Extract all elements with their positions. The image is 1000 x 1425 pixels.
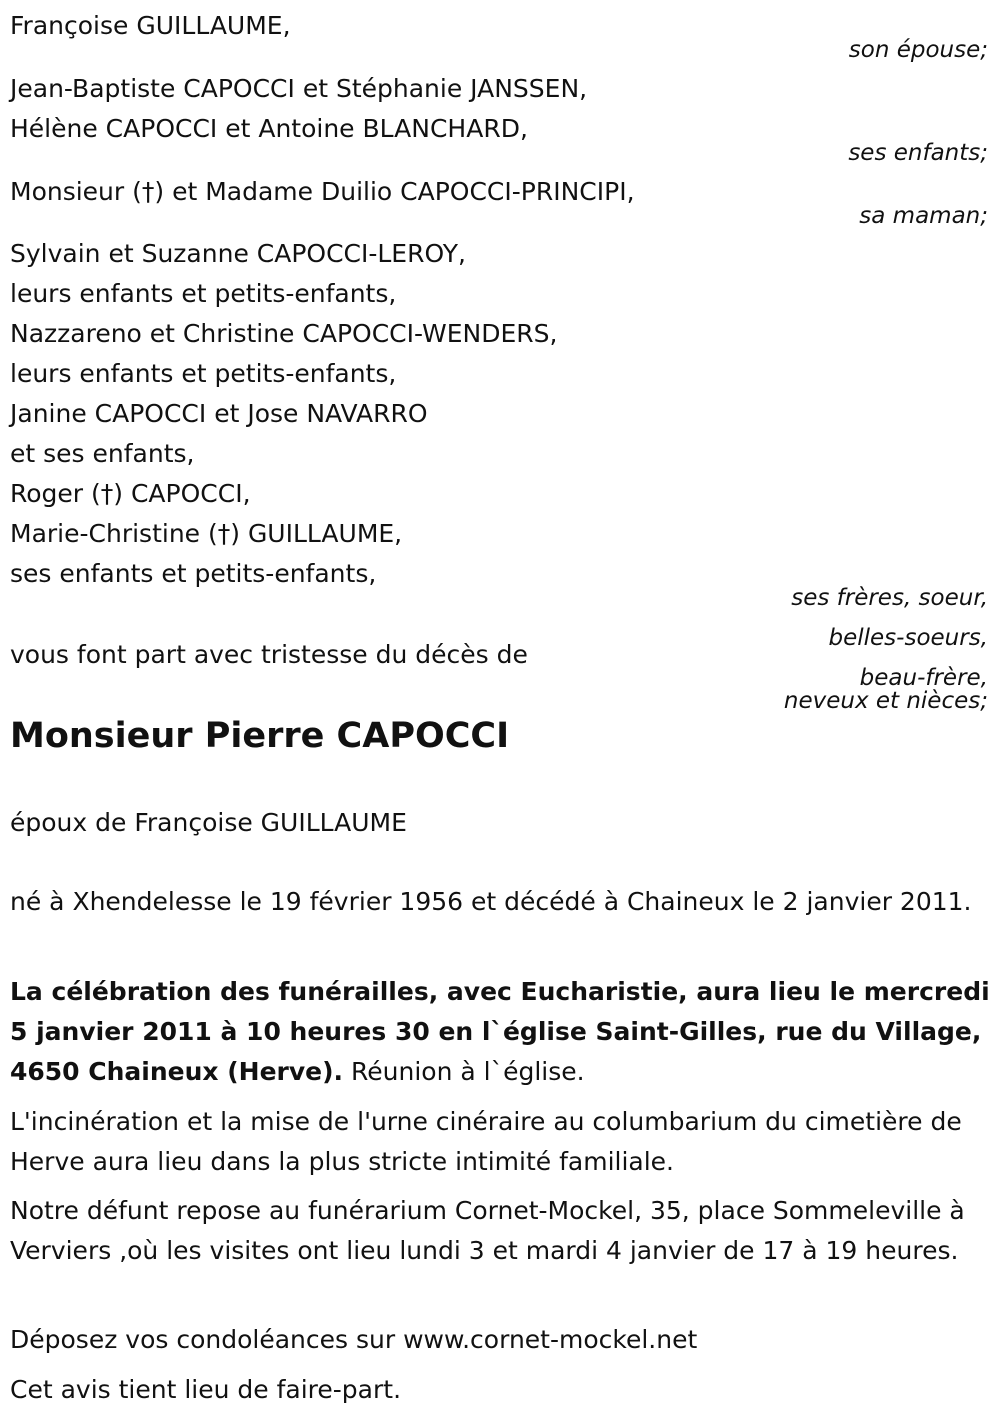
ceremony-bold-text: La célébration des funérailles, avec Eucharistie, aura lieu le mercredi 5 janvier 2011 à 10 heures 30 en l`église Saint-Gilles, rue du Village, 4650 Chaineux (Herve). xyxy=(10,977,990,1086)
sibling-line-2: leurs enfants et petits-enfants, xyxy=(10,279,397,308)
sibling-line-5: Janine CAPOCCI et Jose NAVARRO xyxy=(10,399,428,428)
cremation-paragraph: L'incinération et la mise de l'urne cinéraire au columbarium du cimetière de Herve aura lieu dans la plus stricte intimité familiale. xyxy=(10,1107,962,1176)
sibling-line-7: Roger (†) CAPOCCI, xyxy=(10,479,251,508)
mother-line: Monsieur (†) et Madame Duilio CAPOCCI-PRINCIPI, xyxy=(10,177,635,206)
sibling-line-4: leurs enfants et petits-enfants, xyxy=(10,359,397,388)
spouse-of-line: époux de Françoise GUILLAUME xyxy=(10,808,407,837)
deceased-name: Monsieur Pierre CAPOCCI xyxy=(10,716,510,756)
ceremony-meeting-text: Réunion à l`église. xyxy=(351,1057,585,1086)
repose-paragraph: Notre défunt repose au funérarium Cornet-Mockel, 35, place Sommeleville à Verviers ,où les visites ont lieu lundi 3 et mardi 4 janvier de 17 à 19 heures. xyxy=(10,1196,965,1265)
mother-role: sa maman; xyxy=(859,203,988,229)
notice-line: Cet avis tient lieu de faire-part. xyxy=(10,1375,402,1404)
siblings-role-2: belles-soeurs, xyxy=(828,625,988,651)
birth-death-paragraph: né à Xhendelesse le 19 février 1956 et décédé à Chaineux le 2 janvier 2011. xyxy=(10,887,972,916)
sibling-line-3: Nazzareno et Christine CAPOCCI-WENDERS, xyxy=(10,319,558,348)
child-line-2: Hélène CAPOCCI et Antoine BLANCHARD, xyxy=(10,114,528,143)
sibling-line-8: Marie-Christine (†) GUILLAUME, xyxy=(10,519,403,548)
sibling-line-1: Sylvain et Suzanne CAPOCCI-LEROY, xyxy=(10,239,467,268)
siblings-role-3: beau-frère, xyxy=(859,665,988,691)
child-line-1: Jean-Baptiste CAPOCCI et Stéphanie JANSSEN, xyxy=(10,74,588,103)
sibling-line-6: et ses enfants, xyxy=(10,439,195,468)
children-role: ses enfants; xyxy=(848,140,988,166)
ceremony-paragraph xyxy=(10,972,992,1092)
condolences-line: Déposez vos condoléances sur www.cornet-mockel.net xyxy=(10,1325,698,1354)
sibling-line-9: ses enfants et petits-enfants, xyxy=(10,559,377,588)
announcement-line: vous font part avec tristesse du décès de xyxy=(10,640,528,669)
spouse-role: son épouse; xyxy=(848,37,988,63)
spouse-name: Françoise GUILLAUME, xyxy=(10,11,291,40)
siblings-role-1: ses frères, soeur, xyxy=(791,585,988,611)
siblings-role-4: neveux et nièces; xyxy=(783,688,988,714)
